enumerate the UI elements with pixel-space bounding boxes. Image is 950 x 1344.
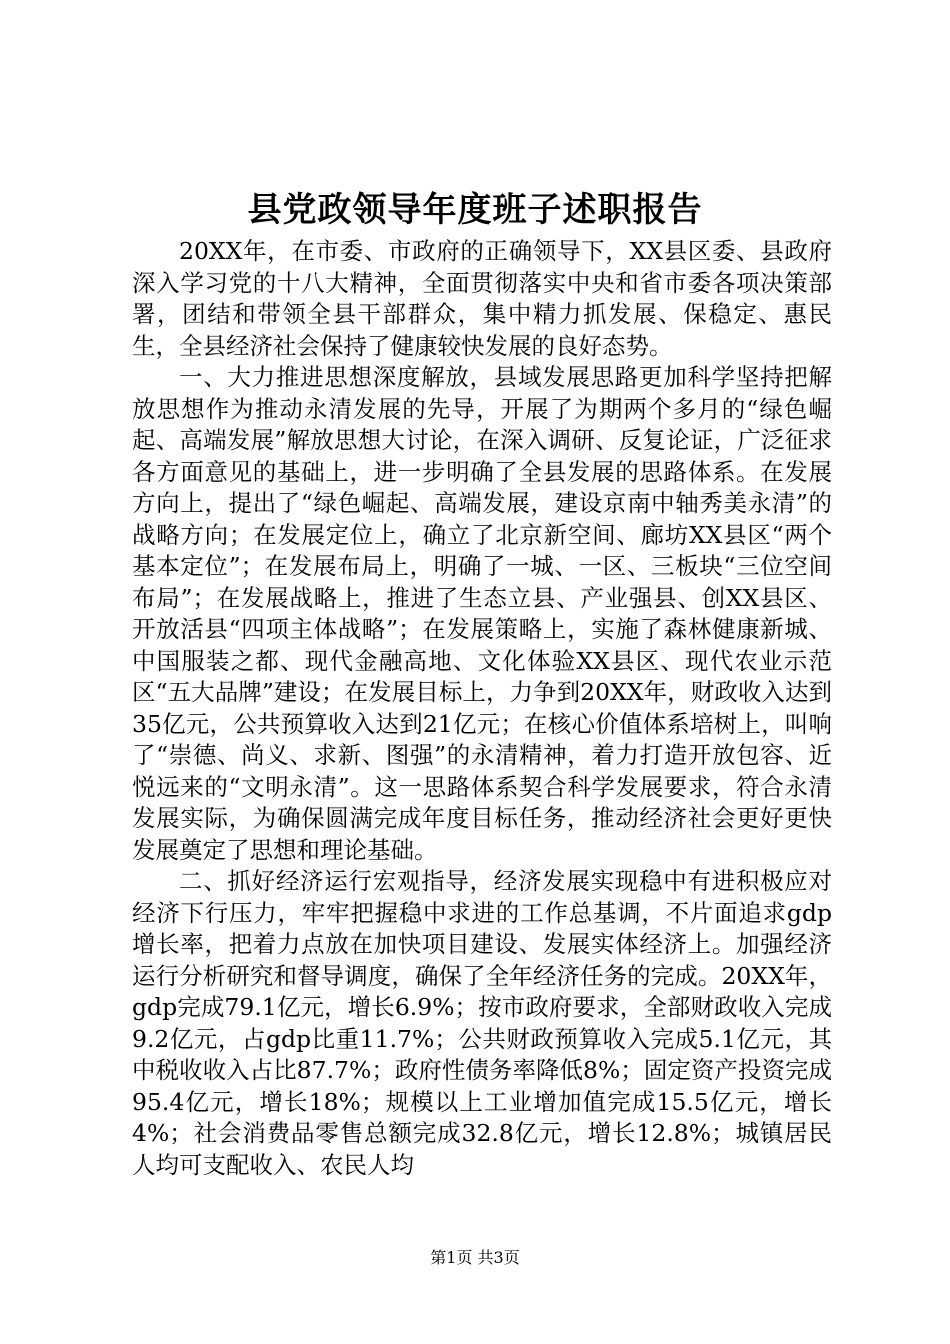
paragraph-intro: 20XX年，在市委、市政府的正确领导下，XX县区委、县政府深入学习党的十八大精神，全面贯彻落实中央和省市委各项决策部署，团结和带领全县干部群众，集中精力抓发展、保稳定、惠民生，全县经济社会保持了健康较快发展的良好态势。 [132, 237, 832, 360]
page-number-footer: 第1页 共3页 [430, 1248, 520, 1267]
paragraph-section-1: 一、大力推进思想深度解放，县域发展思路更加科学坚持把解放思想作为推动永清发展的先导，开展了为期两个多月的“绿色崛起、高端发展”解放思想大讨论，在深入调研、反复论证，广泛征求各方面意见的基础上，进一步明确了全县发展的思路体系。在发展方向上，提出了“绿色崛起、高端发展，建设京南中轴秀美永清”的战略方向；在发展定位上，确立了北京新空间、廊坊XX县区“两个基本定位”；在发展布局上，明确了一城、一区、三板块“三位空间布局”；在发展战略上，推进了生态立县、产业强县、创XX县区、开放活县“四项主体战略”；在发展策略上，实施了森林健康新城、中国服装之都、现代金融高地、文化体验XX县区、现代农业示范区“五大品牌”建设；在发展目标上，力争到20XX年，财政收入达到35亿元，公共预算收入达到21亿元；在核心价值体系培树上，叫响了“崇德、尚义、求新、图强”的永清精神，着力打造开放包容、近悦远来的“文明永清”。这一思路体系契合科学发展要求，符合永清发展实际，为确保圆满完成年度目标任务，推动经济社会更好更快发展奠定了思想和理论基础。 [132, 363, 832, 864]
paragraph-section-2: 二、抓好经济运行宏观指导，经济发展实现稳中有进积极应对经济下行压力，牢牢把握稳中求进的工作总基调，不片面追求gdp增长率，把着力点放在加快项目建设、发展实体经济上。加强经济运行分析研究和督导调度，确保了全年经济任务的完成。20XX年，gdp完成79.1亿元，增长6.9%；按市政府要求，全部财政收入完成9.2亿元，占gdp比重11.7%；公共财政预算收入完成5.1亿元，其中税收收入占比87.7%；政府性债务率降低8%；固定资产投资完成95.4亿元，增长18%；规模以上工业增加值完成15.5亿元，增长4%；社会消费品零售总额完成32.8亿元，增长12.8%；城镇居民人均可支配收入、农民人均 [132, 867, 832, 1179]
document-title: 县党政领导年度班子述职报告 [247, 190, 703, 230]
document-body [132, 236, 832, 1181]
